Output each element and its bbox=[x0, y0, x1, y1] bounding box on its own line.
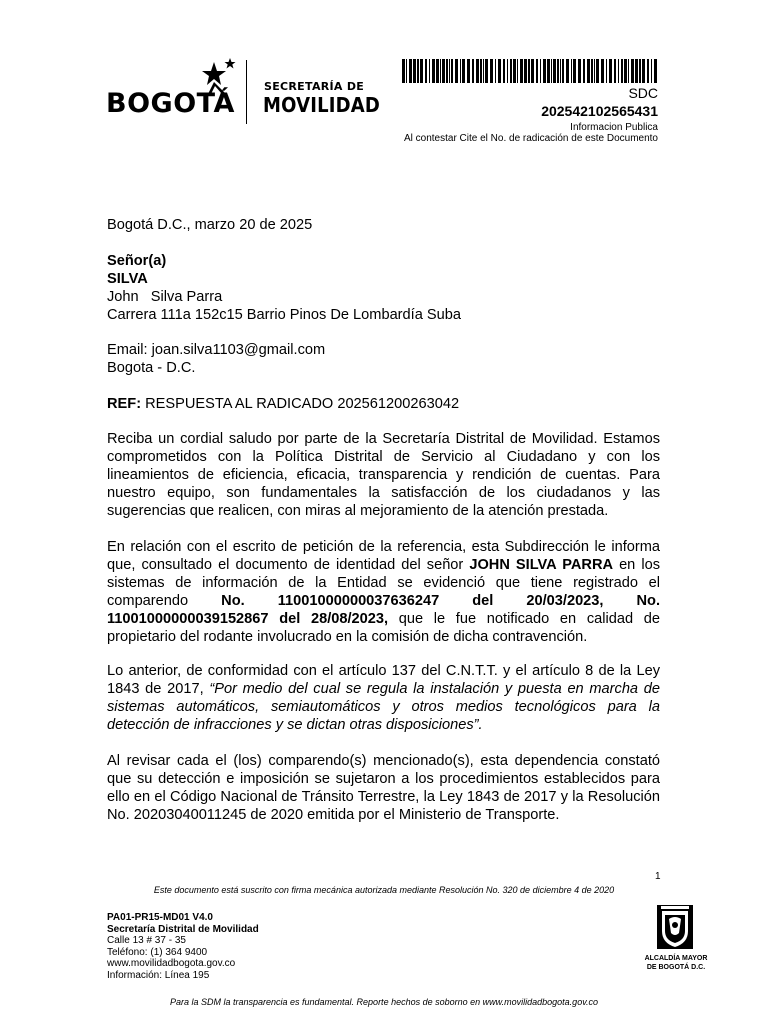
reference-line bbox=[107, 395, 660, 413]
alcaldia-label: ALCALDÍA MAYOR DE BOGOTÁ D.C. bbox=[644, 955, 708, 971]
salutation: Señor(a) bbox=[107, 253, 167, 269]
sdc-label: SDC bbox=[628, 85, 658, 101]
ref-label: REF: bbox=[107, 396, 142, 412]
logo-secretaria-text: SECRETARÍA DE bbox=[264, 80, 365, 93]
paragraph-3: Lo anterior, de conformidad con el artículo 137 del C.N.T.T. y el artículo 8 de la Ley 1843 de 2017, “Por medio del cual se regula la instalación y puesta en marcha de sistemas automáticos, semiautomáticos y otros medios tecnológicos para la detección de infracciones y se dictan otras disposiciones”. bbox=[107, 663, 660, 733]
radicado-barcode bbox=[402, 59, 658, 83]
recipient-city: Bogota - D.C. bbox=[107, 360, 196, 376]
contact-block bbox=[107, 341, 660, 377]
bogota-coat-of-arms-icon bbox=[653, 903, 697, 953]
radicado-number: 202542102565431 bbox=[541, 103, 658, 119]
page-number: 1 bbox=[655, 871, 661, 882]
law-quote: “Por medio del cual se regula la instalación y puesta en marcha de sistemas automáticos, semiautomáticos y otros medios tecnológicos para la detección de infracciones y se dictan otras disposiciones”. bbox=[107, 681, 660, 733]
logo-divider bbox=[246, 60, 247, 124]
document-code: PA01-PR15-MD01 V4.0 bbox=[107, 912, 213, 923]
recipient-name: John Silva Parra bbox=[107, 289, 223, 305]
footer-web: www.movilidadbogota.gov.co bbox=[107, 958, 236, 970]
recipient-email: Email: joan.silva1103@gmail.com bbox=[107, 342, 326, 358]
recipient-block bbox=[107, 252, 660, 324]
logo-movilidad-text: MOVILIDAD bbox=[263, 93, 381, 117]
person-name: JOHN SILVA PARRA bbox=[469, 557, 614, 573]
comparendo-numbers: No. 11001000000037636247 del 20/03/2023, No. 11001000000039152867 del 28/08/2023, bbox=[107, 593, 661, 627]
recipient-address: Carrera 111a 152c15 Barrio Pinos De Lombardía Suba bbox=[107, 307, 461, 323]
letter-date: Bogotá D.C., marzo 20 de 2025 bbox=[107, 217, 313, 233]
footer-entity: Secretaría Distrital de Movilidad bbox=[107, 923, 259, 935]
footer-address: Calle 13 # 37 - 35 bbox=[107, 935, 186, 947]
ref-text: RESPUESTA AL RADICADO 202561200263042 bbox=[141, 396, 460, 412]
paragraph-2: En relación con el escrito de petición de la referencia, esta Subdirección le informa que, consultado el documento de identidad del señor JOHN SILVA PARRA en los sistemas de información de la Entidad se evidenció que tiene registrado el comparendo No. 11001000000037636247 del 20/03/2023, No. 11001000000039152867 del 28/08/2023, que le fue notificado en calidad de propietario del rodante involucrado en la comisión de dicha contravención. bbox=[107, 539, 661, 645]
transparency-note: Para la SDM la transparencia es fundamental. Reporte hechos de soborno en www.movilidadbogota.gov.co bbox=[169, 997, 599, 1007]
footer-info-line: Información: Línea 195 bbox=[107, 969, 210, 981]
paragraph-1: Reciba un cordial saludo por parte de la Secretaría Distrital de Movilidad. Estamos comprometidos con la Política Distrital de Servicio al Ciudadano y con los lineamientos de eficiencia, eficacia, transparencia y rendición de cuentas. Para nuestro equipo, son fundamentales la satisfacción de los ciudadanos y las sugerencias que realicen, con miras al mejoramiento de la atención prestada. bbox=[107, 431, 660, 519]
footer-phone: Teléfono: (1) 364 9400 bbox=[107, 946, 208, 958]
paragraph-4: Al revisar cada el (los) comparendo(s) mencionado(s), esta dependencia constató que su detección e imposición se sujetaron a los procedimientos establecidos para ello en el Código Nacional de Tránsito Terrestre, la Ley 1843 de 2017 y la Resolución No. 20203040011245 de 2020 emitida por el Ministerio de Transporte. bbox=[107, 753, 660, 823]
signature-note: Este documento está suscrito con firma mecánica autorizada mediante Resolución No. 320 de diciembre 4 de 2020 bbox=[153, 885, 615, 895]
secretaria-movilidad-logo bbox=[106, 56, 381, 130]
cite-instruction: Al contestar Cite el No. de radicación de este Documento bbox=[403, 133, 658, 144]
bogota-wordmark: BOGOTÁ bbox=[106, 88, 235, 119]
footer-contact-block bbox=[107, 912, 259, 982]
info-publica-label: Informacion Publica bbox=[570, 122, 658, 133]
recipient-surname: SILVA bbox=[107, 271, 148, 287]
